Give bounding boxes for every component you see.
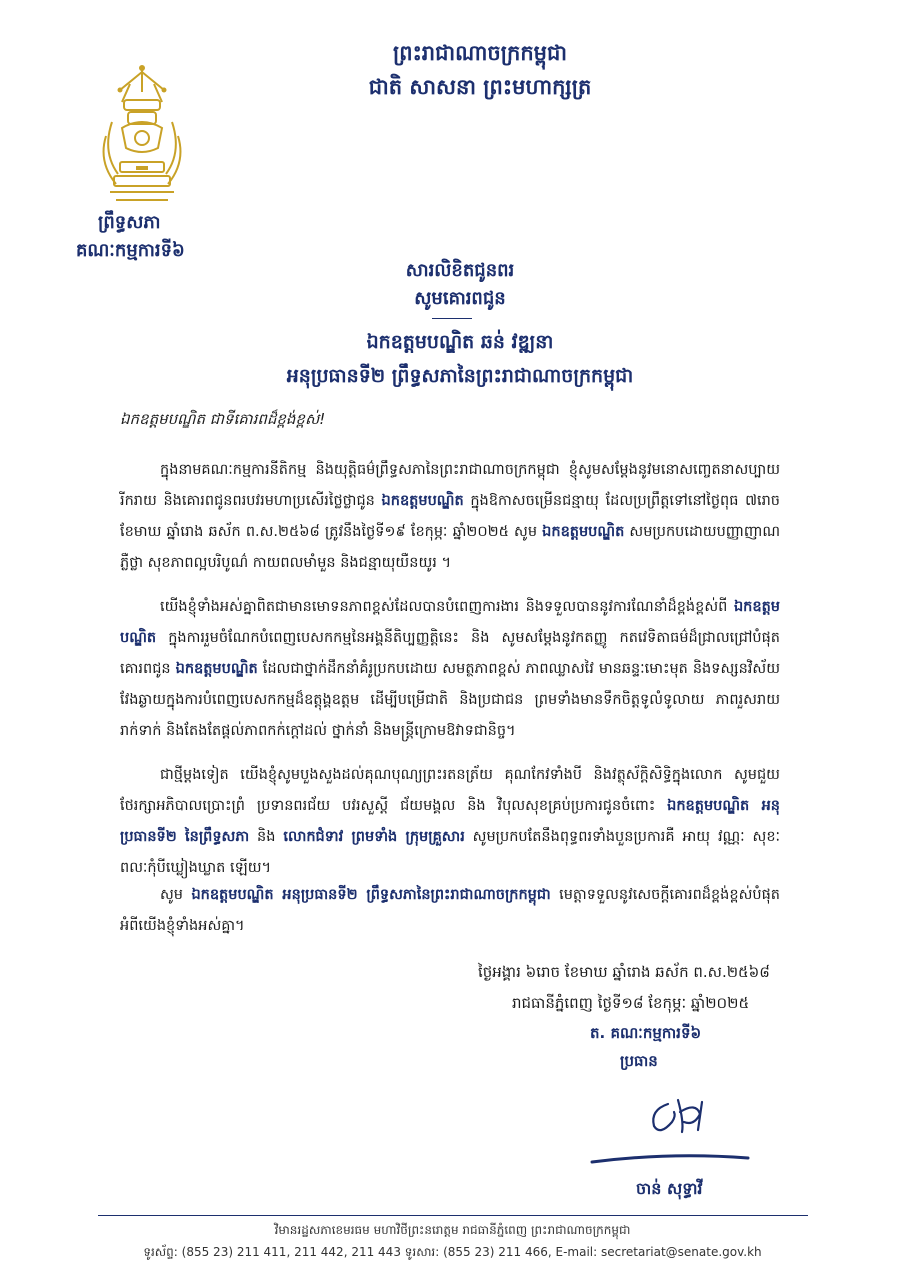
- on-behalf-line: ត. គណៈកម្មការទី៦: [590, 1024, 702, 1042]
- handwritten-signature: [590, 1082, 750, 1172]
- p4-honorific: ឯកឧត្តមបណ្ឌិត អនុប្រធានទី២ ព្រឹទ្ធសភានៃព្រះរាជាណាចក្រកម្ពុជា: [191, 887, 551, 903]
- p2-honorific-b: ឯកឧត្តមបណ្ឌិត: [175, 661, 258, 677]
- signatory-name: ចាន់ សុទ្ធាវី: [636, 1179, 703, 1198]
- senate-emblem-icon: [92, 62, 192, 212]
- paragraph-1: [120, 455, 780, 579]
- p1-honorific-b: ឯកឧត្តមបណ្ឌិត: [542, 524, 625, 540]
- p2-text-e: ដែលជាថ្នាក់ដឹកនាំគំរូប្រកបដោយ សមត្ថភាពខ្ពស់ ភាពឈ្លាសវៃ មានឆន្ទៈមោះមុត និងទស្សនវិស័យវែងឆ្ងាយក្នុងការបំពេញបេសកកម្មដ៏ឧត្តុង្គឧត្តម ដើម្បីបម្រើជាតិ និងប្រជាជន ព្រមទាំងមានទឹកចិត្តទូលំទូលាយ ភាពរួសរាយរាក់ទាក់ និងតែងតែផ្តល់ភាពកក់ក្តៅដល់ ថ្នាក់នាំ និងមន្ត្រីក្រោមឱវាទជានិច្ច។: [120, 661, 781, 739]
- p1-honorific-a: ឯកឧត្តមបណ្ឌិត: [381, 493, 464, 509]
- paragraph-4: [120, 880, 780, 942]
- date-place: រាជធានីភ្នំពេញ ថ្ងៃទី១៨ ខែកុម្ភៈ ឆ្នាំ២០២៥: [512, 994, 750, 1012]
- footer-contact: ទូរស័ព្ទ: (855 23) 211 411, 211 442, 211 443 ទូរសារ: (855 23) 211 466, E-mail: secretariat@senate.gov.kh: [143, 1245, 762, 1259]
- p2-honorific-a: ឯកឧត្តមបណ្ឌិត: [120, 599, 780, 646]
- recipient-name: ឯកឧត្តមបណ្ឌិត ឆន់ វឌ្ឍនា: [366, 331, 554, 353]
- signatory-role: ប្រធាន: [620, 1052, 658, 1070]
- date-lunar: ថ្ងៃអង្គារ ៦រោច ខែមាឃ ឆ្នាំរោង ឆស័ក ព.ស.២៥៦៨: [478, 963, 770, 981]
- motto-heading: ជាតិ សាសនា ព្រះមហាក្សត្រ: [368, 75, 592, 99]
- letter-subtitle: សូមគោរពជូន: [414, 288, 506, 309]
- p1-text-e: សមប្រកបដោយបញ្ញាញាណភ្លឺថ្លា សុខភាពល្អបរិបូណ៌ កាយពលមាំមួន និងជន្មាយុយឺនយូរ ។: [120, 524, 781, 571]
- letter-title: សារលិខិតជូនពរ: [405, 260, 515, 281]
- p3-spouse-family: លោកជំទាវ ព្រមទាំង ក្រុមគ្រួសារ: [283, 829, 465, 845]
- recipient-title: អនុប្រធានទី២ ព្រឹទ្ធសភានៃព្រះរាជាណាចក្រកម្ពុជា: [286, 365, 634, 387]
- kingdom-heading: ព្រះរាជាណាចក្រកម្ពុជា: [392, 41, 567, 65]
- title-divider: [432, 318, 472, 319]
- footer-divider: [98, 1215, 808, 1216]
- p2-text-a: យើងខ្ញុំទាំងអស់គ្នាពិតជាមានមោទនភាពខ្ពស់ដែលបានបំពេញការងារ និងទទួលបាននូវការណែនាំដ៏ខ្ពង់ខ្ពស់ពី: [160, 599, 728, 615]
- p3-honorific: ឯកឧត្តមបណ្ឌិត អនុប្រធានទី២ នៃព្រឹទ្ធសភា: [120, 798, 781, 845]
- p1-text-a: ក្នុងនាមគណៈកម្មការនីតិកម្ម និងយុត្តិធម៌ព្រឹទ្ធសភានៃព្រះរាជាណាចក្រកម្ពុជា ខ្ញុំសូមសម្តែងនូវមនោសញ្ចេតនាសប្បាយរីករាយ និងគោរពជូនពរបវរមហាប្រសើរថ្លៃថ្លាជូន: [120, 462, 780, 509]
- paragraph-2: [120, 592, 780, 747]
- commission-name: គណៈកម្មការទី៦: [76, 240, 185, 261]
- p4-text-c: មេត្តាទទួលនូវសេចក្តីគោរពដ៏ខ្ពង់ខ្ពស់បំផុតអំពីយើងខ្ញុំទាំងអស់គ្នា។: [120, 887, 781, 934]
- p2-text-c: ក្នុងការរួមចំណែកបំពេញបេសកកម្មនៃអង្គនីតិប្បញ្ញត្តិនេះ និង សូមសម្តែងនូវកតញ្ញូ កតវេទិតាធម៌ដ៏ជ្រាលជ្រៅបំផុតគោរពជូន: [120, 630, 781, 677]
- p3-text-c: និង: [257, 829, 276, 845]
- p3-text-a: ជាថ្មីម្តងទៀត យើងខ្ញុំសូមបួងសួងដល់គុណបុណ្យព្រះរតនត្រ័យ គុណកែវទាំងបី និងវត្ថុស័ក្តិសិទ្ធិក្នុងលោក សូមជួយថែរក្សាអភិបាលប្រោះព្រំ ប្រទានពរជ័យ បវរសួស្តី ជ័យមង្គល និង វិបុលសុខគ្រប់ប្រការជូនចំពោះ: [120, 767, 780, 814]
- footer-address: វិមានរដ្ឋសភាខេមរធម មហាវិថីព្រះនរោត្តម រាជធានីភ្នំពេញ ព្រះរាជាណាចក្រកម្ពុជា: [274, 1223, 631, 1237]
- p1-text-c: ក្នុងឱកាសចម្រើនជន្មាយុ ដែលប្រព្រឹត្តទៅនៅថ្ងៃពុធ ៧រោច ខែមាឃ ឆ្នាំរោង ឆស័ក ព.ស.២៥៦៨ ត្រូវនឹងថ្ងៃទី១៩ ខែកុម្ភៈ ឆ្នាំ២០២៥ សូម: [120, 493, 781, 540]
- salutation: ឯកឧត្តមបណ្ឌិត ជាទីគោរពដ៏ខ្ពង់ខ្ពស់!: [120, 410, 326, 428]
- org-name: ព្រឹទ្ធសភា: [98, 212, 161, 233]
- paragraph-3: [120, 760, 780, 884]
- p4-text-a: សូម: [160, 887, 184, 903]
- p3-text-e: សូមប្រកបតែនឹងពុទ្ធពរទាំងបួនប្រការគឺ អាយុ វណ្ណៈ សុខៈ ពលៈកុំបីឃ្លៀងឃ្លាត ឡើយ។: [120, 829, 780, 876]
